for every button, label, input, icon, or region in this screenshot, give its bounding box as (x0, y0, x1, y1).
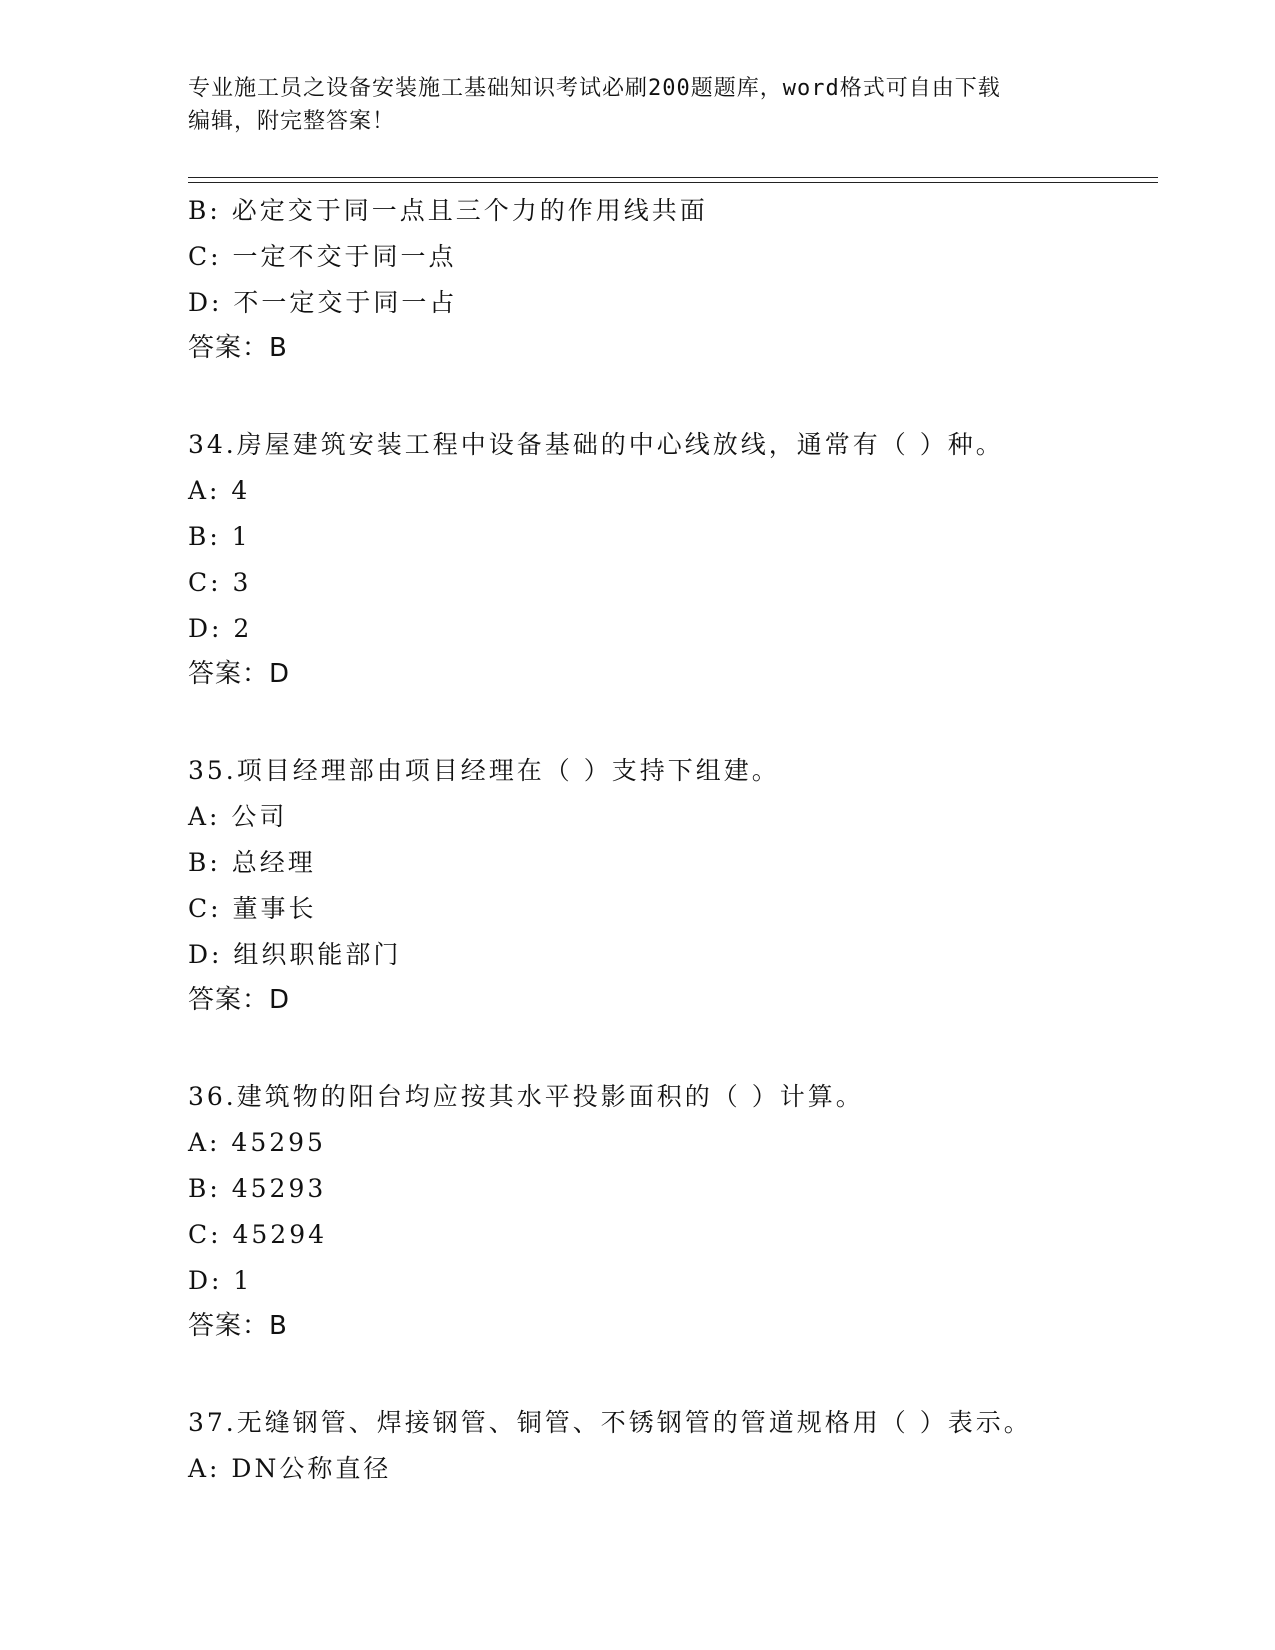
question-list (188, 188, 1168, 1492)
spacer (188, 370, 1168, 422)
option-c: C: 45294 (188, 1220, 328, 1249)
option-b: B: 1 (188, 522, 251, 551)
question-37 (188, 1400, 1168, 1492)
option-d: D: 2 (188, 614, 253, 643)
option-c: C: 董事长 (188, 894, 317, 923)
header-rule-bottom (188, 182, 1158, 183)
question-text: 35.项目经理部由项目经理在（ ）支持下组建。 (188, 756, 780, 785)
answer: 答案：D (188, 659, 291, 689)
question-33 (188, 188, 1168, 370)
option-d: D: 1 (188, 1266, 253, 1295)
option-b: B: 45293 (188, 1174, 327, 1203)
option-b: B: 总经理 (188, 848, 316, 877)
option-a: A: 45295 (188, 1128, 326, 1157)
header-line-1: 专业施工员之设备安装施工基础知识考试必刷200题题库，word格式可自由下载 (188, 76, 1001, 101)
option-d: D: 不一定交于同一占 (188, 288, 458, 317)
spacer (188, 1022, 1168, 1074)
question-35 (188, 748, 1168, 1022)
header-line-2: 编辑，附完整答案！ (188, 109, 396, 134)
question-text: 34.房屋建筑安装工程中设备基础的中心线放线，通常有（ ）种。 (188, 430, 1004, 459)
option-c: C: 一定不交于同一点 (188, 242, 457, 271)
document-header (188, 72, 1068, 138)
question-34 (188, 422, 1168, 696)
question-36 (188, 1074, 1168, 1348)
option-d: D: 组织职能部门 (188, 940, 402, 969)
answer: 答案：B (188, 1311, 288, 1341)
option-a: A: DN公称直径 (188, 1454, 392, 1483)
question-text: 37.无缝钢管、焊接钢管、铜管、不锈钢管的管道规格用（ ）表示。 (188, 1408, 1032, 1437)
option-c: C: 3 (188, 568, 252, 597)
option-a: A: 4 (188, 476, 251, 505)
header-rule-top (188, 177, 1158, 178)
answer: 答案：B (188, 333, 288, 363)
option-a: A: 公司 (188, 802, 288, 831)
spacer (188, 696, 1168, 748)
option-b: B: 必定交于同一点且三个力的作用线共面 (188, 196, 708, 225)
spacer (188, 1348, 1168, 1400)
answer: 答案：D (188, 985, 291, 1015)
question-text: 36.建筑物的阳台均应按其水平投影面积的（ ）计算。 (188, 1082, 864, 1111)
